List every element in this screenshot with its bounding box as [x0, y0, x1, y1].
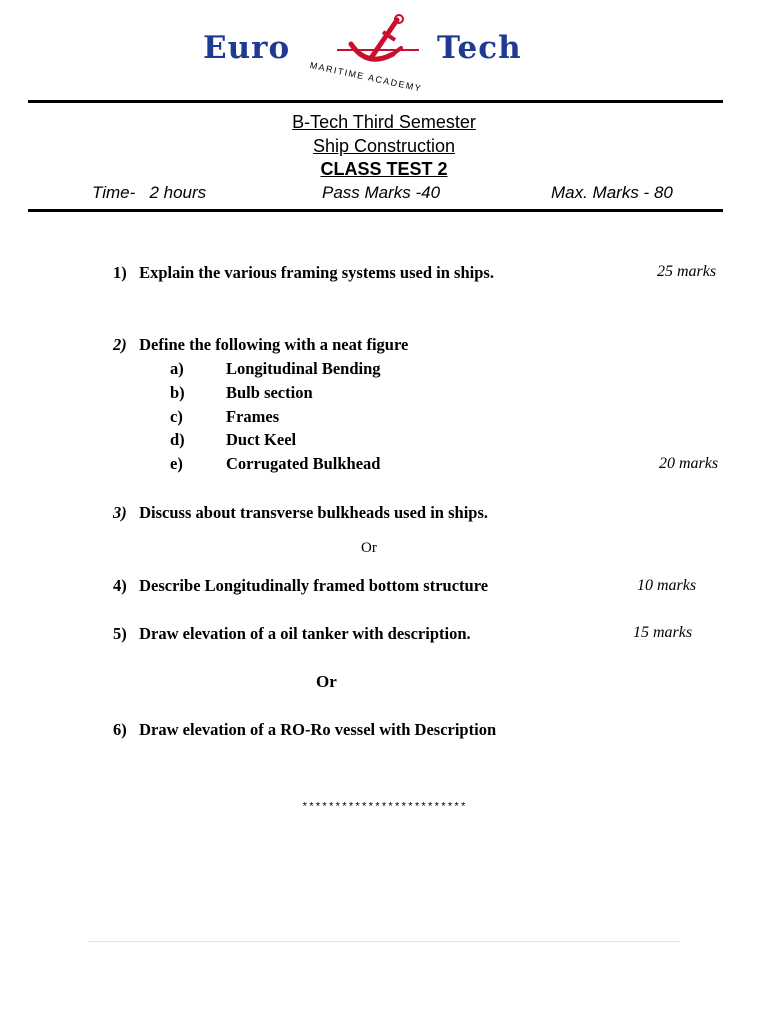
logo-word-euro: Euro [203, 30, 291, 66]
header-bottom-rule [28, 209, 723, 212]
anchor-icon [323, 14, 433, 70]
max-marks-label: Max. Marks - 80 [551, 183, 673, 202]
question-5: 5) Draw elevation of a oil tanker with description. [113, 624, 471, 643]
test-title: CLASS TEST 2 [320, 159, 448, 179]
question-2: 2) Define the following with a neat figure [113, 335, 409, 354]
semester-title: B-Tech Third Semester [292, 112, 476, 132]
or-separator-2: Or [316, 672, 337, 691]
end-stars-divider: ************************* [301, 802, 467, 814]
or-separator-1: Or [361, 540, 377, 556]
subject-title: Ship Construction [312, 136, 456, 156]
question-1-marks: 25 marks [657, 263, 717, 280]
question-5-marks: 15 marks [633, 624, 693, 641]
pass-marks-label: Pass Marks -40 [322, 183, 441, 202]
question-4: 4) Describe Longitudinally framed bottom structure [113, 576, 489, 595]
header-top-rule [28, 100, 723, 103]
question-4-marks: 10 marks [637, 577, 697, 594]
question-3: 3) Discuss about transverse bulkheads used in ships. [113, 503, 489, 522]
logo-subtitle: MARITIME ACADEMY [308, 60, 424, 94]
logo-word-tech: Tech [437, 30, 522, 66]
footer-rule [88, 941, 680, 942]
question-6: 6) Draw elevation of a RO-Ro vessel with Description [113, 720, 497, 739]
time-label: Time- 2 hours [92, 183, 207, 202]
question-1: 1) Explain the various framing systems used in ships. [113, 263, 494, 282]
academy-logo [175, 12, 560, 94]
question-2-marks: 20 marks [659, 455, 719, 472]
